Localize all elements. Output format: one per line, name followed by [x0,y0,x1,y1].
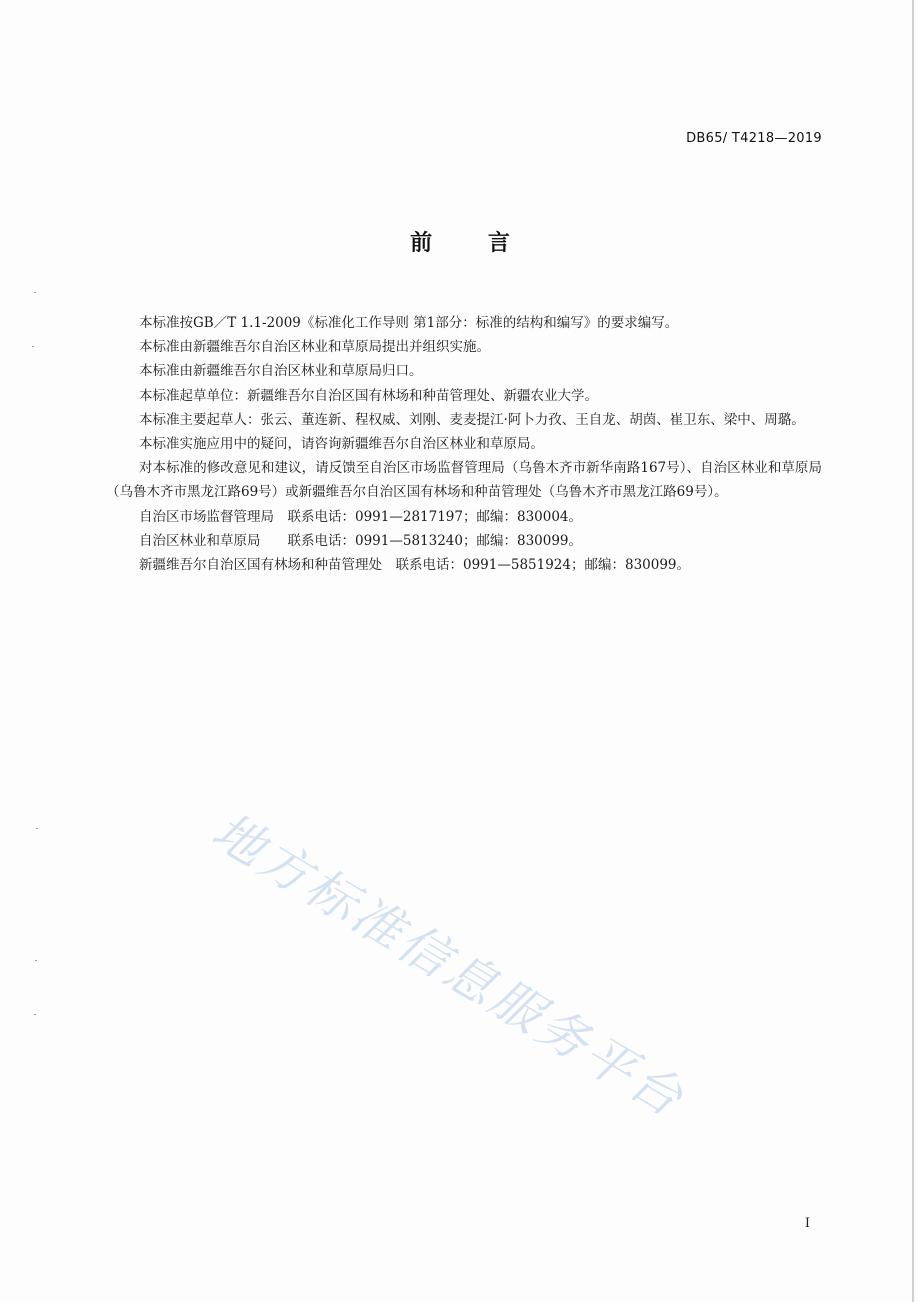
paragraph-drafters: 本标准主要起草人：张云、董连新、程权威、刘刚、麦麦提江·阿卜力孜、王自龙、胡茵、崔卫东、梁中、周璐。 [139,411,805,428]
contact-forest-farm-office: 新疆维吾尔自治区国有林场和种苗管理处 联系电话：0991—5851924；邮编：830099。 [139,557,691,574]
paragraph-standard-basis: 本标准按GB／T 1.1-2009《标准化工作导则 第1部分：标准的结构和编写》的要求编写。 [139,315,679,331]
page-title: 前 言 [410,231,534,256]
paragraph-inquiries: 本标准实施应用中的疑问，请咨询新疆维吾尔自治区林业和草原局。 [139,436,544,453]
paragraph-proposer: 本标准由新疆维吾尔自治区林业和草原局提出并组织实施。 [139,339,490,356]
scan-edge-line [912,0,914,1302]
contact-forestry-bureau: 自治区林业和草原局 联系电话：0991—5813240；邮编：830099。 [139,532,583,549]
contact-market-regulation: 自治区市场监督管理局 联系电话：0991—2817197；邮编：830004。 [139,508,583,525]
foreword-body [106,311,822,577]
page-number: I [804,1216,810,1231]
paragraph-centralized: 本标准由新疆维吾尔自治区林业和草原局归口。 [139,363,423,380]
paragraph-feedback: 对本标准的修改意见和建议，请反馈至自治区市场监督管理局（乌鲁木齐市新华南路167号）、自治区林业和草原局（乌鲁木齐市黑龙江路69号）或新疆维吾尔自治区国有林场和种苗管理处（乌鲁木齐市黑龙江路69号）。 [106,460,822,501]
document-code: DB65/ T4218—2019 [686,131,822,146]
paragraph-drafting-units: 本标准起草单位：新疆维吾尔自治区国有林场和种苗管理处、新疆农业大学。 [139,387,598,404]
watermark-text: 地方标准信息服务平台 [202,801,696,1130]
